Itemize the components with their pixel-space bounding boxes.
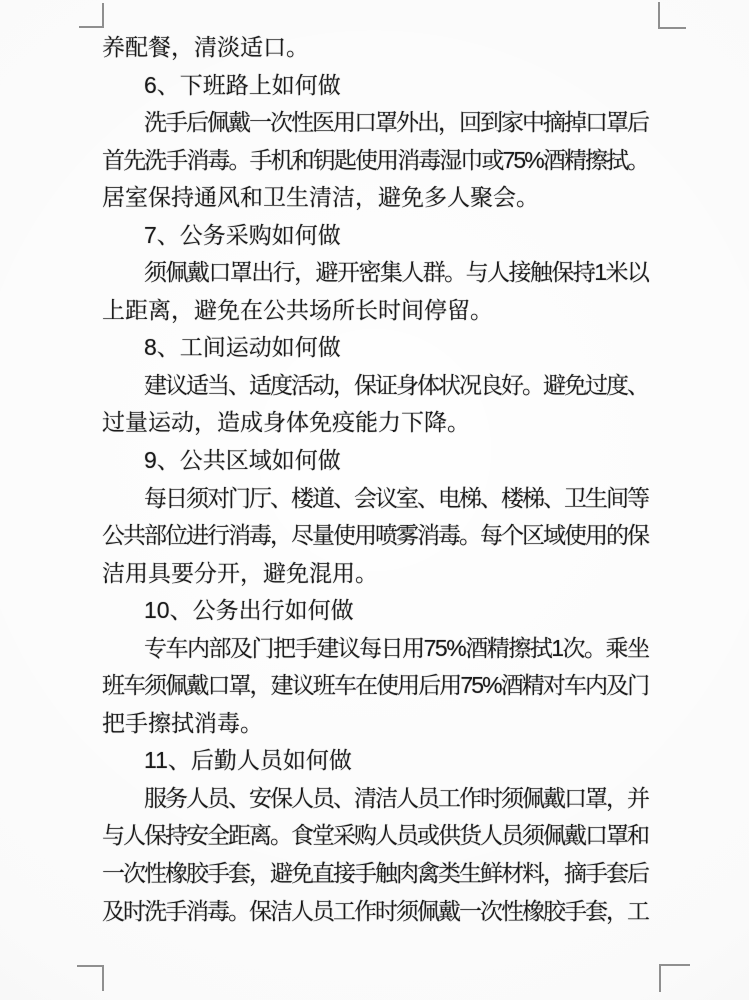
text-run: 过量运动，造成身体免疫能力下降。: [102, 409, 470, 436]
text-line: [102, 404, 650, 442]
text-line: [102, 367, 650, 405]
text-run: 每日须对门厅、楼道、会议室、电梯、楼梯、卫生间等: [144, 484, 648, 511]
text-line: [102, 142, 650, 180]
section-heading: [102, 742, 650, 780]
text-run: 专车内部及门把手建议每日用75%酒精擦拭1次。乘坐: [144, 634, 649, 661]
text-run: 7、公务采购如何做: [144, 221, 341, 248]
text-run: 8、工间运动如何做: [144, 334, 341, 361]
text-run: 6、下班路上如何做: [144, 71, 341, 98]
text-run: 一次性橡胶手套，避免直接手触肉禽类生鲜材料，摘手套后: [102, 860, 648, 887]
text-run: 9、公共区域如何做: [144, 447, 341, 474]
text-run: 须佩戴口罩出行，避开密集人群。与人接触保持1米以: [144, 259, 649, 286]
text-line: [102, 855, 650, 893]
section-heading: [102, 67, 650, 105]
text-run: 洁用具要分开，避免混用。: [102, 559, 378, 586]
section-heading: [102, 592, 650, 630]
section-heading: [102, 217, 650, 255]
text-run: 把手擦拭消毒。: [102, 709, 263, 736]
text-line: [102, 555, 650, 593]
text-line: [102, 254, 650, 292]
text-run: 建议适当、适度活动，保证身体状况良好。避免过度、: [144, 371, 648, 398]
text-run: 及时洗手消毒。保洁人员工作时须佩戴一次性橡胶手套，工: [102, 897, 648, 924]
text-line: [102, 29, 650, 67]
margin-corner-mark-bottom-left: [77, 965, 104, 991]
text-run: 与人保持安全距离。食堂采购人员或供货人员须佩戴口罩和: [102, 822, 648, 849]
text-line: [102, 292, 650, 330]
text-line: [102, 667, 650, 705]
text-run: 班车须佩戴口罩，建议班车在使用后用75%酒精对车内及门: [102, 672, 649, 699]
text-run: 养配餐，清淡适口。: [102, 34, 309, 60]
text-run: 公共部位进行消毒，尽量使用喷雾消毒。每个区域使用的保: [102, 522, 648, 549]
document-body: [102, 29, 650, 930]
section-heading: [102, 442, 650, 480]
text-line: [102, 480, 650, 518]
text-run: 居室保持通风和卫生清洁，避免多人聚会。: [102, 184, 539, 211]
text-line: [102, 517, 650, 555]
text-run: 首先洗手消毒。手机和钥匙使用消毒湿巾或75%酒精擦拭。: [102, 146, 649, 173]
text-run: 11、后勤人员如何做: [144, 747, 352, 774]
margin-corner-mark-bottom-right: [659, 964, 690, 992]
text-line: [102, 817, 650, 855]
text-line: [102, 179, 650, 217]
text-run: 服务人员、安保人员、清洁人员工作时须佩戴口罩，并: [144, 784, 648, 811]
section-heading: [102, 329, 650, 367]
text-line: [102, 893, 650, 931]
text-run: 10、公务出行如何做: [144, 597, 354, 624]
text-line: [102, 630, 650, 668]
text-line: [102, 705, 650, 743]
text-line: [102, 780, 650, 818]
text-run: 洗手后佩戴一次性医用口罩外出，回到家中摘掉口罩后: [144, 109, 648, 136]
text-line: [102, 104, 650, 142]
margin-corner-mark-top-right: [658, 2, 686, 29]
text-run: 上距离，避免在公共场所长时间停留。: [102, 296, 493, 323]
margin-corner-mark-top-left: [79, 3, 104, 28]
